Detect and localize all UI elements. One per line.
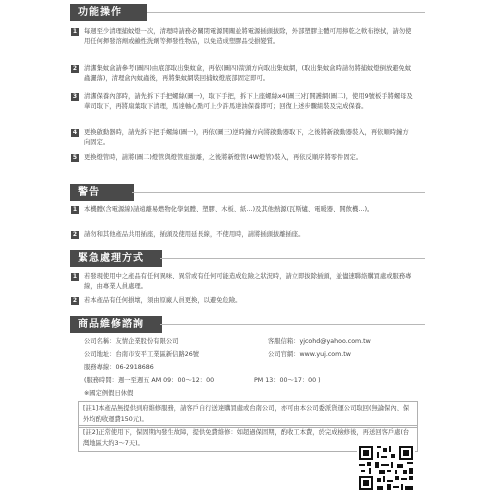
item-number-badge: 2 xyxy=(72,297,78,304)
service-mailbox: 客服信箱：yjcohd@yahoo.com.tw xyxy=(268,338,371,345)
company-address: 公司地址：台南市安平工業區新信路26號 xyxy=(84,351,200,358)
section-header-operation: 功能操作 xyxy=(70,4,147,21)
service-hours-am: (服務時間：週一至週五 AM 09：00～12：00 xyxy=(84,377,215,384)
item-number-badge: 1 xyxy=(72,273,78,280)
section-rule-emergency xyxy=(160,258,425,259)
item-number-badge: 2 xyxy=(72,231,78,238)
item-number-badge: 1 xyxy=(72,206,78,213)
item-number-badge: 2 xyxy=(72,65,78,72)
item-number-badge: 4 xyxy=(72,129,78,136)
item-number-badge: 1 xyxy=(72,28,78,35)
item-number-badge: 5 xyxy=(72,154,78,161)
emergency-item-1: 1 若發現使用中之產品有任何異味、異常或有任何可能造成危險之狀況時，請立即拔除插頭，並儘速聯絡購買處或服務專線，由專業人員處理。 xyxy=(72,273,412,291)
section-rule-operation xyxy=(147,12,425,13)
section-header-warning: 警告 xyxy=(70,184,134,201)
operation-item-3: 3 清潔保養內部時，請先拆下手把螺絲(圖一)，取下手把，拆下上座螺絲x4(圖三)打開護網(圖二)，使用9號板手將螺母及華司取下，再將扇葉取下清理，馬達軸心點可上少許馬達油保養即可；回復上述步驟組裝及完成保養。 xyxy=(72,93,413,111)
item-number-badge: 3 xyxy=(72,93,78,100)
service-hotline: 服務專線：06-2918686 xyxy=(84,364,154,371)
section-rule-warning xyxy=(132,192,425,193)
section-header-service: 商品維修諮詢 xyxy=(70,316,162,333)
section-header-emergency: 緊急處理方式 xyxy=(70,250,162,267)
service-hours-pm: PM 13：00～17：00 ) xyxy=(254,377,321,384)
service-note-1: [註1]本產品無提供到府維修服務，請客戶自行送達購買處或台南公司，亦可由本公司委派貨運公司取回(無論保內、保外均酌收運費150元)。 xyxy=(78,401,418,428)
warning-item-1: 1 本機體(含電源線)請遠離易燃物化學氣體、塑膠、木板、紙…)及其他熱源(瓦斯爐、電暖器、開飲機…)。 xyxy=(72,206,374,213)
service-note-2: [註2]正常使用下，保固期內發生故障，提供免費維修：如超過保固期，酌收工本費，於完成檢修後，再送回客戶處(台灣地區大約3～7天)。 xyxy=(78,425,418,452)
emergency-item-2: 2 若本產品有任何損壞，須由原廠人員更換，以避免危險。 xyxy=(72,297,242,304)
operation-item-4: 4 更換啟動器時，請先拆下把手螺絲(圖一)，再依(圖三)逆時鐘方向將啟動器取下，之後將新啟動器裝入，再依順時鐘方向固定。 xyxy=(72,129,409,147)
operation-item-2: 2 清潔集蚊盒請參考(圖四)由底部取出集蚊盒，再依(圖四)箭頭方向取出集蚊網，(取出集蚊盒時請勿將捕蚊燈倒放避免蚊蟲灑落)，清理盒內蚊蟲後，再將集蚊網裝回捕蚊燈底部固定即可。 xyxy=(72,65,412,83)
holiday-note: ※國定例假日休假 xyxy=(84,390,134,397)
company-name: 公司名稱：友情企業股份有限公司 xyxy=(84,338,179,345)
qr-code-image xyxy=(357,444,415,492)
warning-item-2: 2 請勿和其他產品共用插座，插頭及使用延長線，不使用時，請將插頭拔離插座。 xyxy=(72,231,305,238)
section-rule-service xyxy=(160,324,425,325)
operation-item-5: 5 更換燈管時，請將(圖二)燈管與燈管座拔離，之後將新燈管(4W燈管)裝入，再依反順序將零件固定。 xyxy=(72,154,363,161)
company-website: 公司官網：www.yuj.com.tw xyxy=(268,351,351,358)
operation-item-1: 1 每週至少清理捕蚊燈一次，清理時請務必關閉電源開關並將電源插頭拔除，外部塑膠主體可用擰乾之軟布擦拭，請勿使用任何揮發溶劑或鹼性洗劑等揮發性物品，以免造成塑膠品受損變質。 xyxy=(72,28,412,46)
